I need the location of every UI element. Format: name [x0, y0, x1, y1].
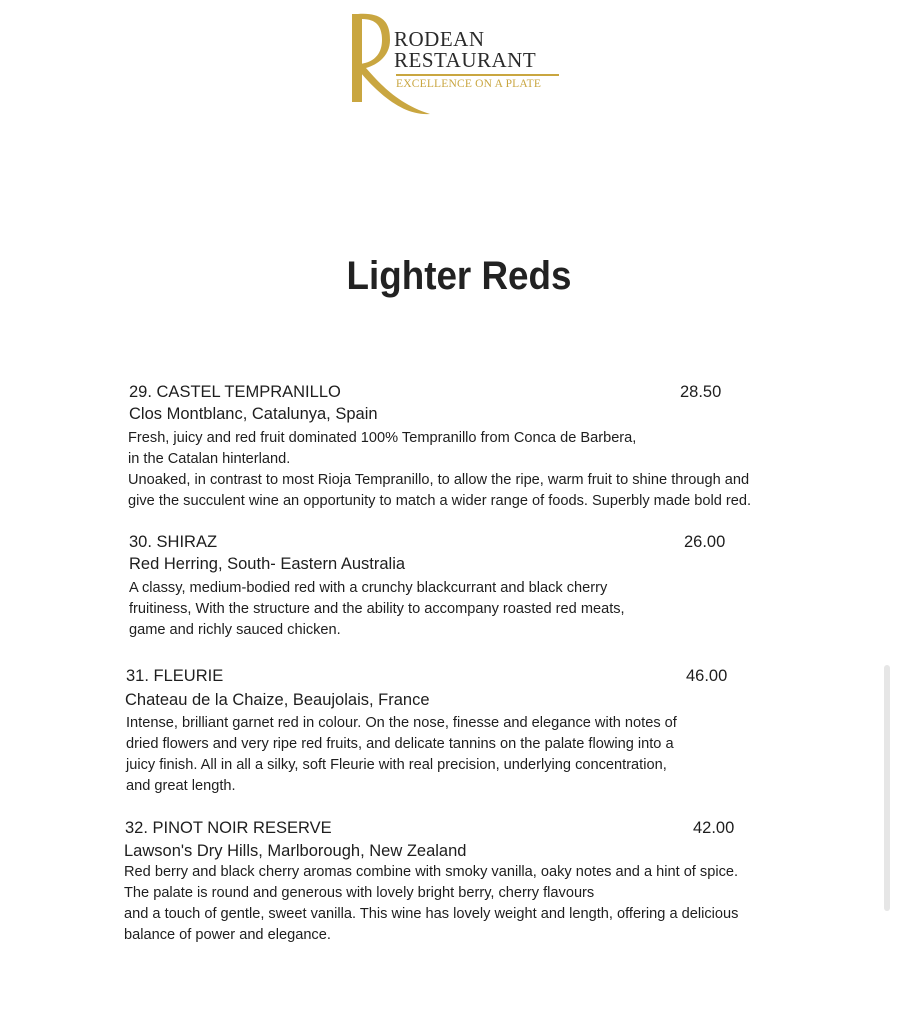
restaurant-logo — [346, 10, 566, 120]
wine-description — [129, 578, 625, 641]
description-line: balance of power and elegance. — [124, 927, 331, 943]
wine-origin: Red Herring, South- Eastern Australia — [129, 555, 406, 573]
description-line: give the succulent wine an opportunity to match a wider range of foods. Superbly made bold red. — [128, 493, 752, 509]
wine-description — [126, 713, 677, 797]
description-line: A classy, medium-bodied red with a crunchy blackcurrant and black cherry — [129, 580, 608, 596]
description-line: in the Catalan hinterland. — [128, 451, 291, 467]
wine-origin: Clos Montblanc, Catalunya, Spain — [129, 405, 378, 423]
wine-description — [128, 428, 751, 512]
wine-description — [124, 862, 738, 946]
description-line: Fresh, juicy and red fruit dominated 100% Tempranillo from Conca de Barbera, — [128, 430, 637, 446]
wine-name: 32. PINOT NOIR RESERVE — [125, 819, 332, 837]
wine-price: 26.00 — [684, 533, 726, 551]
logo-tagline: EXCELLENCE ON A PLATE — [396, 78, 542, 90]
description-line: dried flowers and very ripe red fruits, and delicate tannins on the palate flowing into a — [126, 736, 674, 752]
wine-price: 42.00 — [693, 819, 735, 837]
logo-name-line2: RESTAURANT — [394, 48, 537, 72]
vertical-scrollbar[interactable] — [884, 665, 890, 911]
description-line: and great length. — [126, 778, 236, 794]
description-line: fruitiness, With the structure and the ability to accompany roasted red meats, — [129, 601, 625, 617]
wine-price: 28.50 — [680, 383, 722, 401]
wine-price: 46.00 — [686, 667, 728, 685]
description-line: Red berry and black cherry aromas combine with smoky vanilla, oaky notes and a hint of spice. — [124, 864, 739, 880]
wine-origin: Lawson's Dry Hills, Marlborough, New Zealand — [124, 842, 467, 860]
logo-name-line1: RODEAN — [394, 27, 485, 51]
description-line: Intense, brilliant garnet red in colour. On the nose, finesse and elegance with notes of — [126, 715, 677, 731]
wine-origin: Chateau de la Chaize, Beaujolais, France — [125, 691, 430, 709]
description-line: juicy finish. All in all a silky, soft Fleurie with real precision, underlying concentration, — [126, 757, 667, 773]
wine-name: 30. SHIRAZ — [129, 533, 218, 551]
description-line: and a touch of gentle, sweet vanilla. This wine has lovely weight and length, offering a delicious — [124, 906, 739, 922]
description-line: Unoaked, in contrast to most Rioja Tempranillo, to allow the ripe, warm fruit to shine through and — [128, 472, 750, 488]
description-line: The palate is round and generous with lovely bright berry, cherry flavours — [124, 885, 595, 901]
logo-divider — [396, 74, 559, 76]
wine-name: 29. CASTEL TEMPRANILLO — [129, 383, 341, 401]
description-line: game and richly sauced chicken. — [129, 622, 341, 638]
page-title: Lighter Reds — [346, 254, 572, 298]
wine-name: 31. FLEURIE — [126, 667, 224, 685]
